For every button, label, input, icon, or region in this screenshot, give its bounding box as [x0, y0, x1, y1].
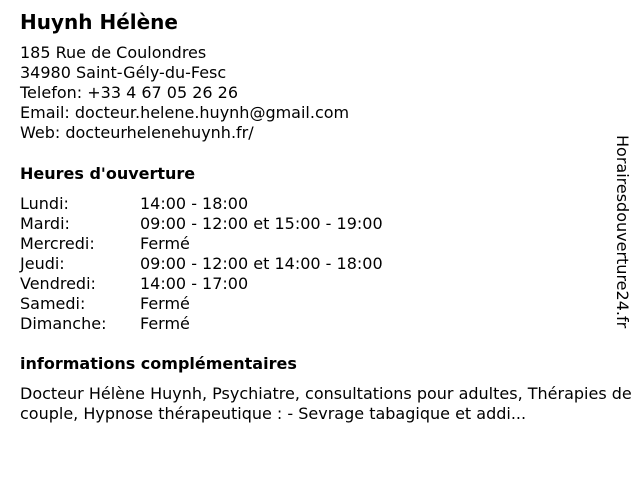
hours-table [20, 194, 460, 334]
hours-time: Fermé [140, 294, 190, 313]
hours-time: 14:00 - 17:00 [140, 274, 249, 293]
hours-time: 14:00 - 18:00 [140, 194, 249, 213]
hours-day: Vendredi: [20, 274, 96, 293]
hours-row-mardi [20, 214, 460, 234]
hours-title: Heures d'ouverture [20, 164, 196, 183]
hours-row-vendredi [20, 274, 460, 294]
site-watermark: Horairesdouverture24.fr [613, 135, 632, 329]
address-block [20, 43, 349, 143]
hours-day: Dimanche: [20, 314, 107, 333]
hours-day: Samedi: [20, 294, 86, 313]
info-description: Docteur Hélène Huynh, Psychiatre, consultations pour adultes, Thérapies de couple, Hypnose thérapeutique : - Sevrage tabagique et addi... [20, 384, 632, 423]
hours-row-lundi [20, 194, 460, 214]
email-address[interactable]: Email: docteur.helene.huynh@gmail.com [20, 103, 350, 122]
hours-day: Jeudi: [20, 254, 65, 273]
hours-row-dimanche [20, 314, 460, 334]
phone-number[interactable]: Telefon: +33 4 67 05 26 26 [20, 83, 239, 102]
hours-row-samedi [20, 294, 460, 314]
city-address: 34980 Saint-Gély-du-Fesc [20, 63, 227, 82]
website-link[interactable]: Web: docteurhelenehuynh.fr/ [20, 123, 254, 142]
hours-time: Fermé [140, 234, 190, 253]
hours-row-jeudi [20, 254, 460, 274]
hours-day: Mercredi: [20, 234, 95, 253]
hours-time: 09:00 - 12:00 et 15:00 - 19:00 [140, 214, 383, 233]
hours-day: Lundi: [20, 194, 69, 213]
hours-day: Mardi: [20, 214, 70, 233]
hours-time: 09:00 - 12:00 et 14:00 - 18:00 [140, 254, 383, 273]
street-address: 185 Rue de Coulondres [20, 43, 207, 62]
hours-time: Fermé [140, 314, 190, 333]
info-title: informations complémentaires [20, 354, 297, 373]
practitioner-name: Huynh Hélène [20, 10, 178, 34]
hours-row-mercredi [20, 234, 460, 254]
